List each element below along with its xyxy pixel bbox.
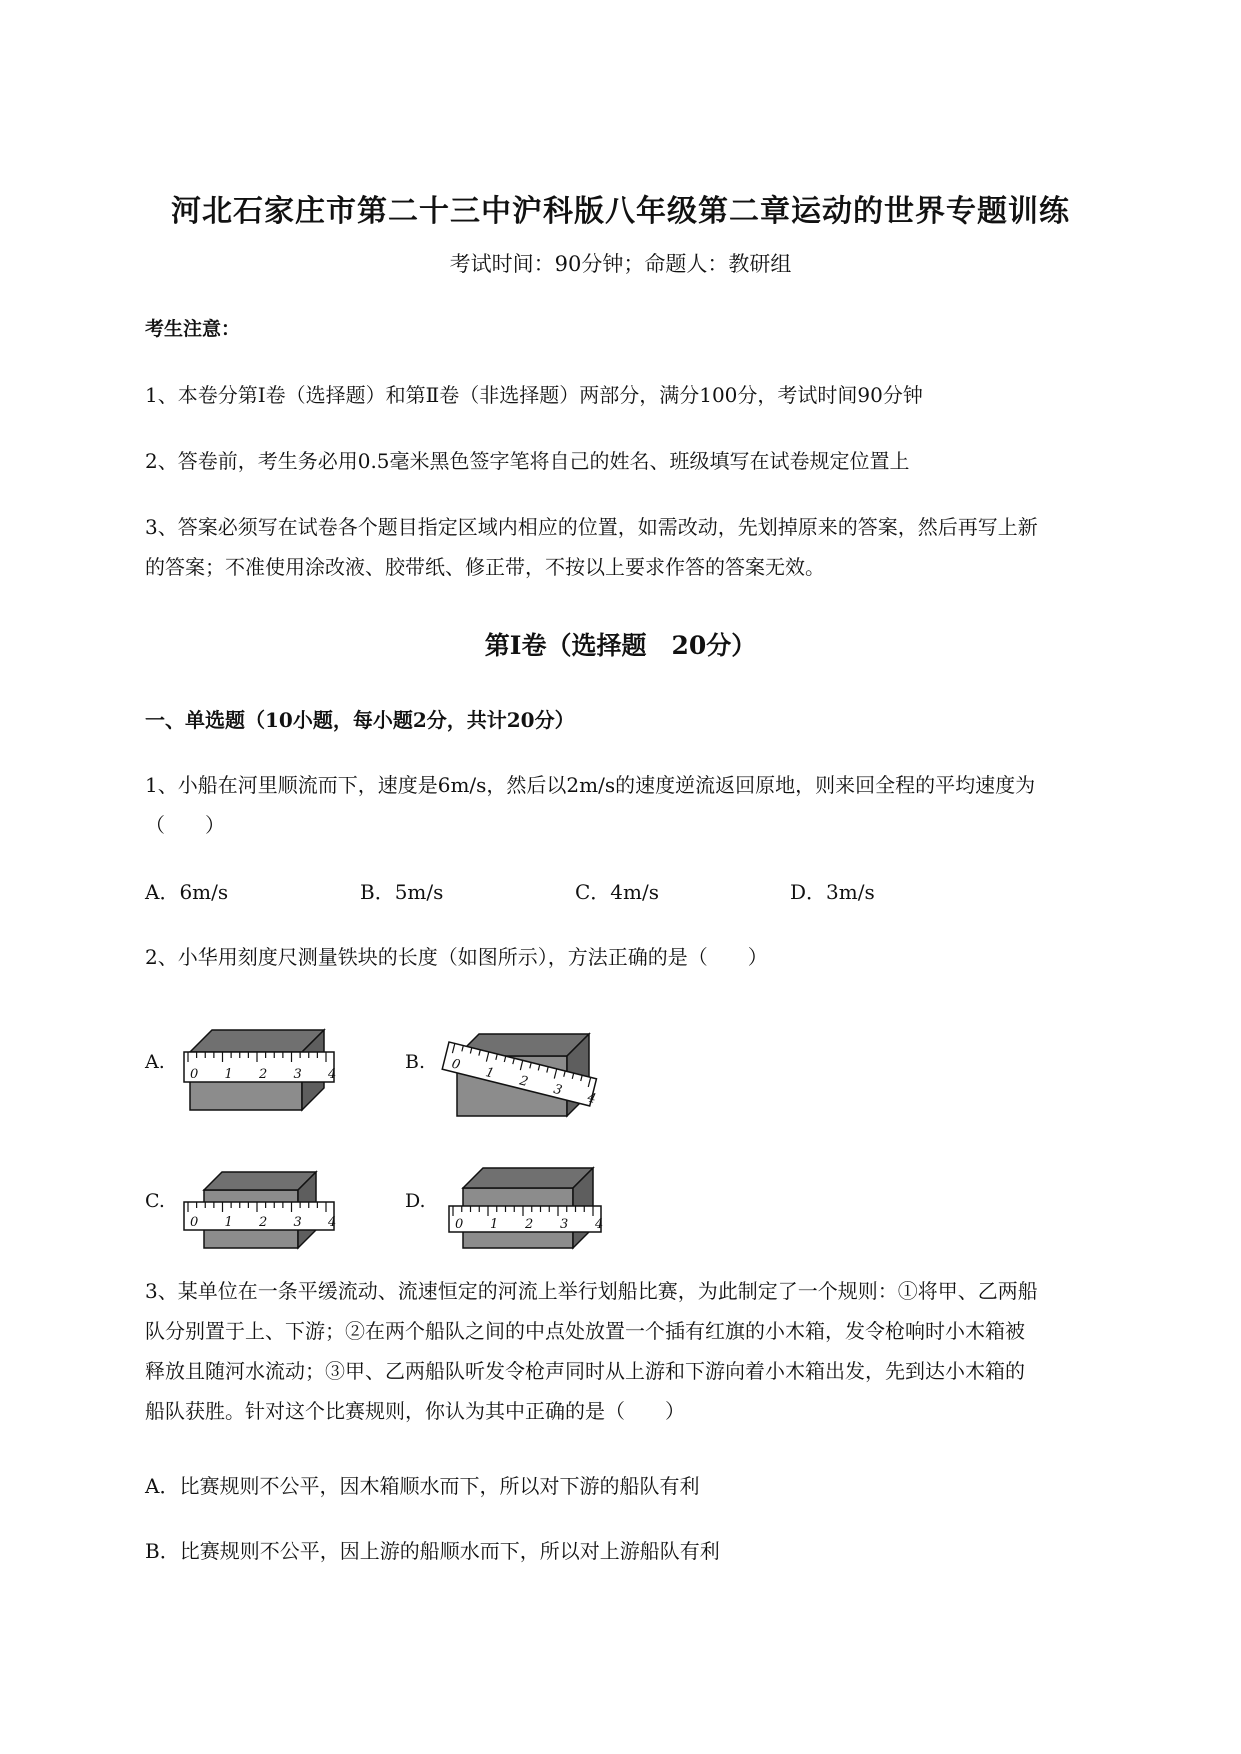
ruler-tick-label: 4 — [328, 1215, 337, 1230]
q2-label-a: A. — [145, 1051, 165, 1073]
notice-item: 的答案；不准使用涂改液、胶带纸、修正带，不按以上要求作答的答案无效。 — [145, 555, 825, 579]
q1-option-b[interactable]: B．5m/s — [360, 880, 444, 904]
part-heading: 一、单选题（10小题，每小题2分，共计20分） — [145, 708, 575, 732]
ruler-tick-label: 3 — [560, 1217, 569, 1232]
ruler-tick-label: 4 — [328, 1067, 337, 1082]
ruler-tick-label: 4 — [595, 1217, 604, 1232]
q3-option-b[interactable]: B．比赛规则不公平，因上游的船顺水而下，所以对上游船队有利 — [145, 1539, 720, 1563]
ruler-tick-label: 3 — [293, 1067, 302, 1082]
notice-item: 3、答案必须写在试卷各个题目指定区域内相应的位置，如需改动，先划掉原来的答案，然后再写上新 — [145, 515, 1038, 539]
section-title: 第Ⅰ卷（选择题 20分） — [484, 631, 757, 660]
ruler-tick-label: 0 — [455, 1217, 464, 1232]
ruler-tick-label: 1 — [224, 1215, 233, 1230]
ruler-tick-label: 1 — [490, 1217, 499, 1232]
question-3-stem-line: 释放且随河水流动；③甲、乙两船队听发令枪声同时从上游和下游向着小木箱出发，先到达小木箱的 — [145, 1359, 1025, 1383]
ruler-tick-label: 2 — [525, 1217, 534, 1232]
ruler-tick-label: 4 — [585, 1090, 598, 1107]
notice-heading: 考生注意： — [145, 318, 241, 340]
ruler-tick-label: 3 — [293, 1215, 302, 1230]
ruler-tick-label: 2 — [517, 1073, 530, 1091]
question-2-stem: 2、小华用刻度尺测量铁块的长度（如图所示），方法正确的是（ ） — [145, 945, 768, 969]
q2-label-b: B. — [405, 1051, 426, 1073]
ruler-tick-label: 0 — [449, 1056, 462, 1074]
notice-item: 2、答卷前，考生务必用0.5毫米黑色签字笔将自己的姓名、班级填写在试卷规定位置上 — [145, 449, 910, 473]
figure-d-block-ruler[interactable] — [445, 1150, 615, 1250]
q2-label-c: C. — [145, 1190, 165, 1212]
q3-option-a[interactable]: A．比赛规则不公平，因木箱顺水而下，所以对下游的船队有利 — [145, 1474, 700, 1498]
q1-option-c[interactable]: C．4m/s — [575, 880, 659, 904]
figure-c-block-ruler[interactable] — [180, 1150, 340, 1250]
ruler-tick-label: 2 — [259, 1067, 268, 1082]
ruler-tick-label: 2 — [259, 1215, 268, 1230]
q1-option-a[interactable]: A．6m/s — [145, 880, 229, 904]
figure-b-block-ruler-tilted[interactable] — [445, 1008, 615, 1118]
notice-item: 1、本卷分第Ⅰ卷（选择题）和第Ⅱ卷（非选择题）两部分，满分100分，考试时间90分钟 — [145, 383, 923, 407]
figure-a-block-ruler[interactable] — [180, 1010, 340, 1110]
ruler-tick-label: 1 — [483, 1065, 496, 1082]
ruler-tick-label: 0 — [190, 1067, 199, 1082]
page-title: 河北石家庄市第二十三中沪科版八年级第二章运动的世界专题训练 — [171, 194, 1070, 229]
question-3-stem-line: 船队获胜。针对这个比赛规则，你认为其中正确的是（ ） — [145, 1399, 685, 1423]
question-3-stem-line: 队分别置于上、下游；②在两个船队之间的中点处放置一个插有红旗的小木箱，发令枪响时小木箱被 — [145, 1319, 1025, 1343]
exam-info: 考试时间：90分钟；命题人：教研组 — [449, 252, 792, 276]
ruler-tick-label: 0 — [190, 1215, 199, 1230]
q2-label-d: D. — [405, 1190, 426, 1212]
question-1-blank: （ ） — [145, 813, 225, 837]
question-1-stem: 1、小船在河里顺流而下，速度是6m/s，然后以2m/s的速度逆流返回原地，则来回全程的平均速度为 — [145, 773, 1036, 797]
ruler-tick-label: 3 — [551, 1081, 564, 1099]
q1-option-d[interactable]: D．3m/s — [790, 880, 875, 904]
ruler-tick-label: 1 — [224, 1067, 233, 1082]
question-3-stem-line: 3、某单位在一条平缓流动、流速恒定的河流上举行划船比赛，为此制定了一个规则：①将甲、乙两船 — [145, 1279, 1038, 1303]
